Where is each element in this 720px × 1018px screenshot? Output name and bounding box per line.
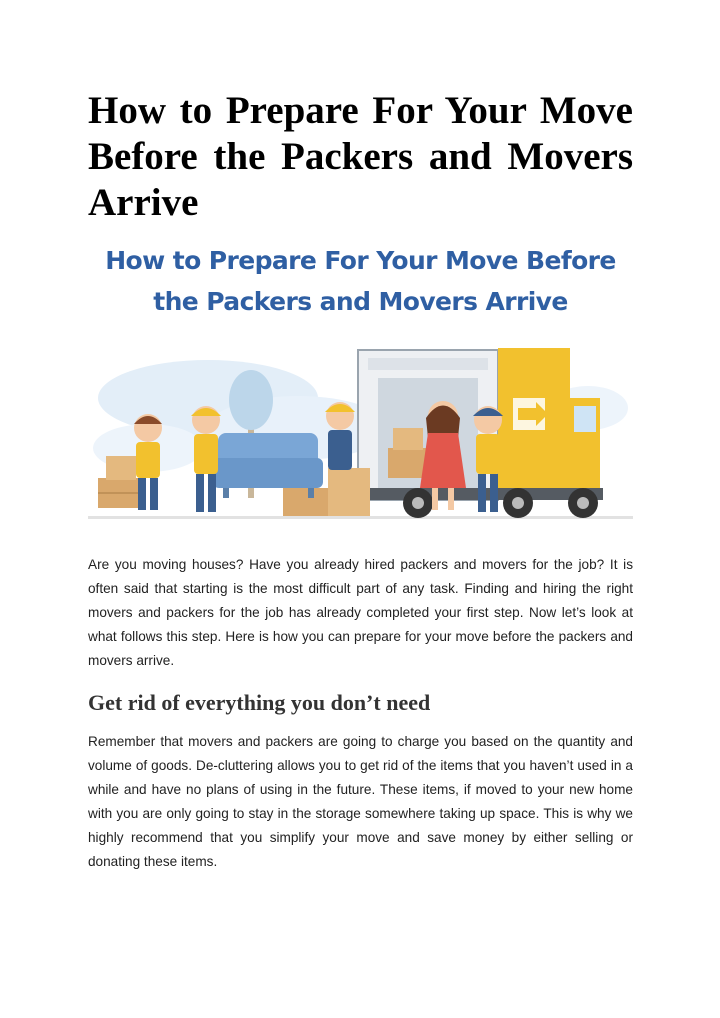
intro-paragraph: Are you moving houses? Have you already hired packers and movers for the job? It is often said that starting is the most difficult part of any task. Finding and hiring the right movers and packers for the job has already completed your first step. Now let’s look at what follows this step. Here is how you can prepare for your move before the packers and movers arrive. bbox=[88, 557, 633, 668]
body-paragraph: Remember that movers and packers are going to charge you based on the quantity and volume of goods. De-cluttering allows you to get rid of the items that you haven’t used in a while and have no plans of using in the future. These items, if moved to your new home with you are only going to stay in the storage somewhere taking up space. This is why we highly recommend that you simplify your move and save money by either selling or donating these items. bbox=[88, 734, 633, 869]
banner-title bbox=[88, 240, 633, 322]
mover-3 bbox=[325, 402, 355, 470]
banner-title-line-1: How to Prepare For Your Move Before bbox=[105, 246, 616, 275]
banner-image bbox=[88, 238, 633, 528]
section-heading: Get rid of everything you don’t need bbox=[88, 690, 431, 715]
movers-illustration bbox=[88, 338, 633, 528]
mover-1 bbox=[134, 414, 162, 510]
banner-title-line-2: the Packers and Movers Arrive bbox=[153, 287, 568, 316]
mover-2 bbox=[191, 406, 221, 512]
ground-line bbox=[88, 516, 633, 519]
document-title: How to Prepare For Your Move Before the Packers and Movers Arrive bbox=[88, 89, 633, 224]
